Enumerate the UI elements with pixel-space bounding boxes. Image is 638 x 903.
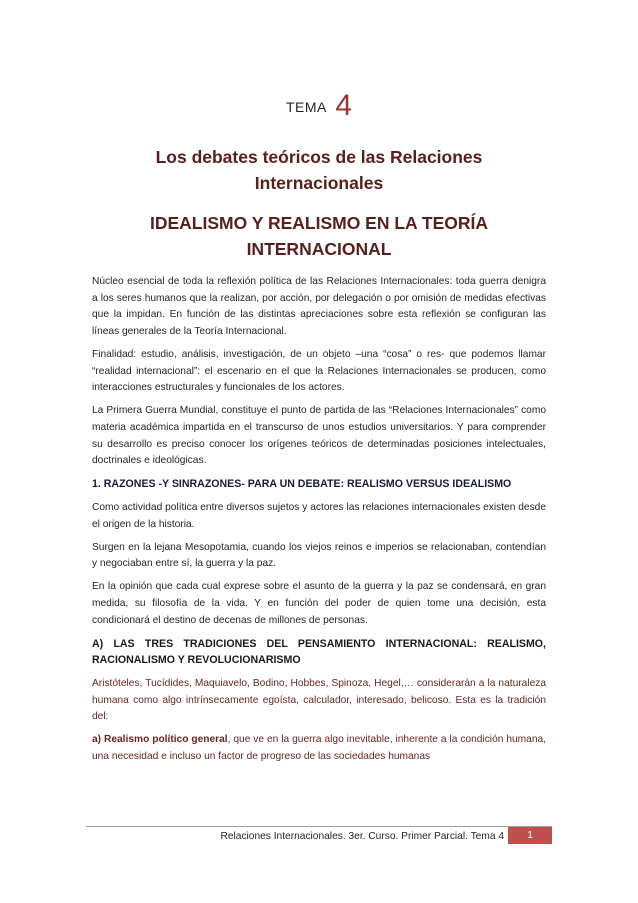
paragraph-realismo <box>92 732 546 765</box>
paragraph-primera-guerra: La Primera Guerra Mundial, constituye el punto de partida de las “Relaciones Internacionales” como materia académica impartida en el transcurso de unos estudios universitarios. Y para comprender su desarrollo es preciso conocer los orígenes teóricos de determinadas posiciones intelectuales, doctrinales e ideológicas. <box>92 405 546 467</box>
paragraph-mesopotamia: Surgen en la lejana Mesopotamia, cuando los viejos reinos e imperios se relacionaban, contendían y negociaban entre sí, la guerra y la paz. <box>92 541 546 570</box>
footer-divider <box>86 826 552 827</box>
page-number-badge: 1 <box>508 827 552 844</box>
footer-course-text: Relaciones Internacionales. 3er. Curso. Primer Parcial. Tema 4 <box>220 831 504 842</box>
document-title: Los debates teóricos de las Relaciones Internacionales <box>155 147 483 193</box>
paragraph-opinion: En la opinión que cada cual exprese sobre el asunto de la guerra y la paz se condensará, en gran medida, su filosofía de la vida. Y en función del poder de quien tome una decisión, esta condicionará el destino de decenas de millones de personas. <box>92 581 546 626</box>
realismo-description: , que ve en la guerra algo inevitable, inherente a la condición humana, una necesidad e incluso un factor de progreso de las sociedades humanas <box>92 734 546 762</box>
paragraph-finalidad: Finalidad: estudio, análisis, investigación, de un objeto –una “cosa” o res- que podemos llamar “realidad internacional”: el escenario en el que la Relaciones Internacionales se producen, como interacciones estructurales y funcionales de los actores. <box>92 348 546 394</box>
document-subtitle: IDEALISMO Y REALISMO EN LA TEORÍA INTERNACIONAL <box>149 213 489 259</box>
paragraph-aristoteles: Aristóteles, Tucídides, Maquiavelo, Bodino, Hobbes, Spinoza, Hegel,… considerarán a la naturaleza humana como algo intrínsecamente egoísta, calculador, interesado, belicoso. Esta es la tradición del: <box>92 678 546 723</box>
tema-number: 4 <box>335 89 353 122</box>
realismo-term: a) Realismo político general <box>92 734 228 746</box>
document-body <box>92 274 546 772</box>
section-heading-1: 1. RAZONES -Y SINRAZONES- PARA UN DEBATE: REALISMO VERSUS IDEALISMO <box>92 478 512 491</box>
tema-heading <box>92 86 546 120</box>
paragraph-nucleo: Núcleo esencial de toda la reflexión política de las Relaciones Internacionales: toda guerra denigra a los seres humanos que la realizan, por acción, por delegación o por omisión de medidas efectivas que la impidan. En función de las distintas apreciaciones sobre esta reflexión se configuran las líneas generales de la Teoría Internacional. <box>92 276 546 337</box>
tema-label: TEMA <box>285 99 327 115</box>
paragraph-actividad-politica: Como actividad política entre diversos sujetos y actores las relaciones internacionales existen desde el origen de la historia. <box>92 501 546 530</box>
section-heading-a: A) LAS TRES TRADICIONES DEL PENSAMIENTO INTERNACIONAL: REALISMO, RACIONALISMO Y REVOLUCIONARISMO <box>92 637 546 667</box>
